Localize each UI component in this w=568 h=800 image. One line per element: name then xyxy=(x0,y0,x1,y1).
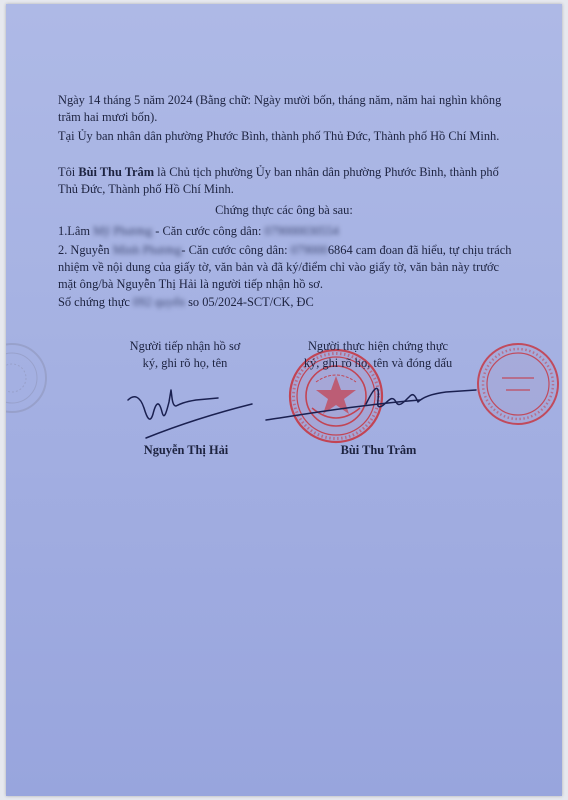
record-suffix: so 05/2024-SCT/CK, ĐC xyxy=(185,295,314,309)
certifier-suffix: là Chủ tịch phường Ủy ban nhân dân phường Phước Bình, thành phố Thủ Đức, Thành phố Hồ Chí Minh. xyxy=(58,165,499,196)
receiver-block xyxy=(100,338,270,372)
section-heading: Chứng thực các ông bà sau: xyxy=(215,203,353,217)
receiver-subtitle: ký, ghi rõ họ, tên xyxy=(142,356,228,370)
certifier-name: Bùi Thu Trâm xyxy=(78,165,155,179)
location-paragraph: Tại Ủy ban nhân dân phường Phước Bình, thành phố Thủ Đức, Thành phố Hồ Chí Minh. xyxy=(58,129,500,143)
item1-mid: - Căn cước công dân: xyxy=(152,224,265,238)
certifier-subtitle: ký, ghi rõ họ, tên và đóng dấu xyxy=(303,356,453,370)
item2-prefix: 2. Nguyễn xyxy=(58,243,113,257)
item1-prefix: 1.Lâm xyxy=(58,224,94,238)
certifier-signer-name: Bùi Thu Trâm xyxy=(340,443,417,457)
receiver-title: Người tiếp nhận hồ sơ xyxy=(129,339,241,353)
redacted-name-1: Mỹ Phương xyxy=(93,224,153,238)
redacted-id-1: 079000030554 xyxy=(264,224,339,238)
record-prefix: Số chứng thực xyxy=(58,295,134,309)
redacted-name-2: Minh Phương xyxy=(112,243,182,257)
document-page xyxy=(6,4,562,796)
item2-suffix: 6864 cam đoan đã hiểu, tự chịu trách nhiệm về nội dung của giấy tờ, văn bản và đã ký/điểm chỉ vào giấy tờ, văn bản này trước mặt ông/bà Nguyễn Thị Hải là người tiếp nhận hồ sơ. xyxy=(58,243,512,291)
edge-seal-right xyxy=(478,344,558,424)
certifier-block xyxy=(288,338,468,372)
redacted-id-2: 079000 xyxy=(290,243,328,257)
item2-mid: - Căn cước công dân: xyxy=(181,243,291,257)
edge-seal-left xyxy=(6,344,46,412)
certifier-title: Người thực hiện chứng thực xyxy=(307,339,449,353)
certifier-prefix: Tôi xyxy=(58,165,79,179)
signature-left xyxy=(128,390,252,438)
date-paragraph: Ngày 14 tháng 5 năm 2024 (Bằng chữ: Ngày mười bốn, tháng năm, năm hai nghìn không trăm hai mươi bốn). xyxy=(58,93,502,124)
seals-and-signatures xyxy=(6,4,562,796)
receiver-name: Nguyễn Thị Hải xyxy=(143,443,229,457)
redacted-record: 092 quyển xyxy=(133,295,186,309)
